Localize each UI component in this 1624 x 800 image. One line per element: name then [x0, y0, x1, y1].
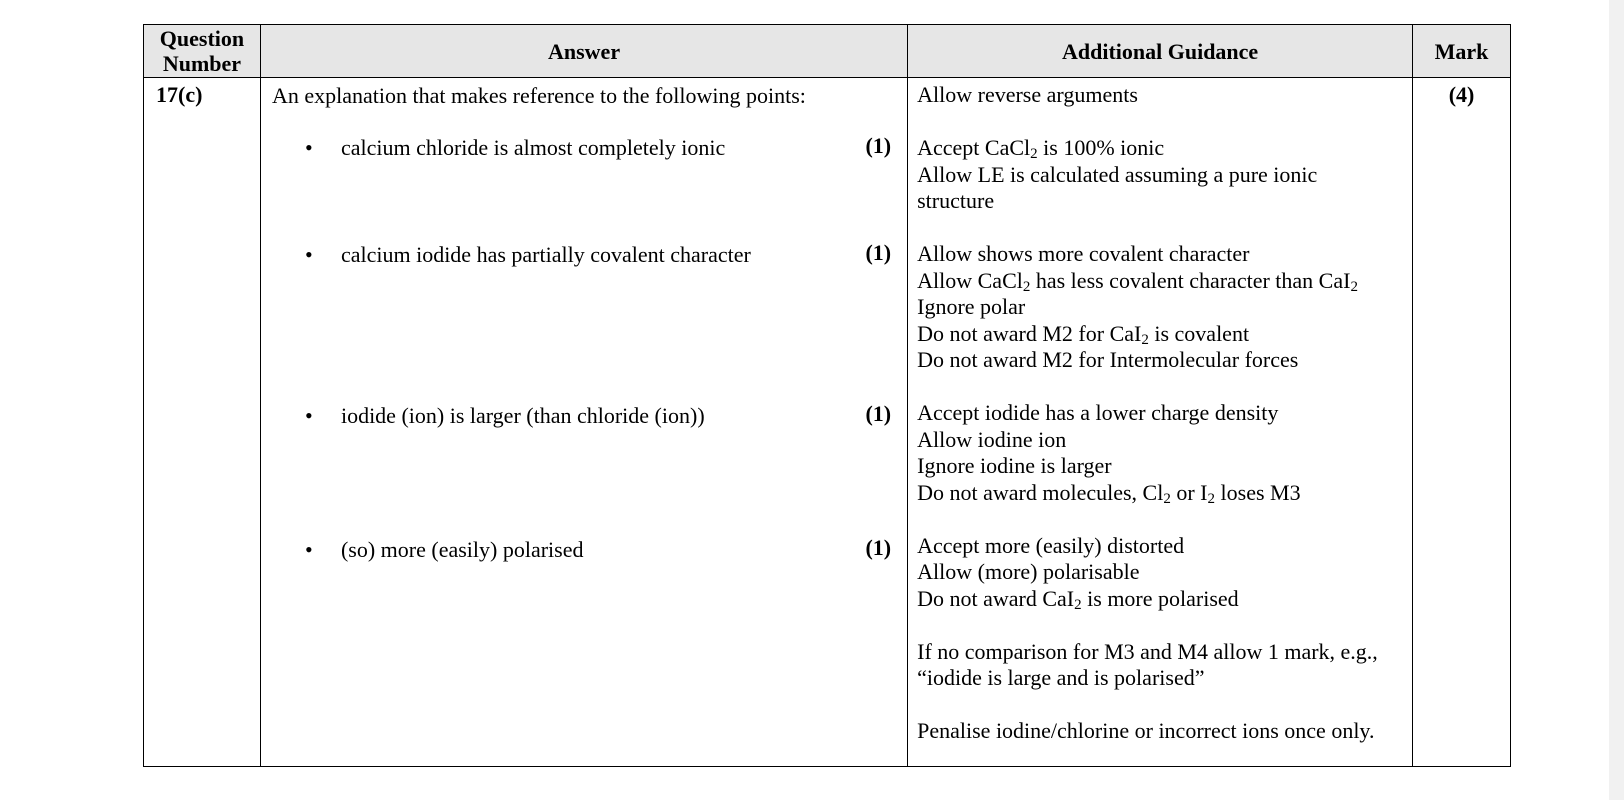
point-mark: (1): [865, 401, 892, 426]
bullet-icon: •: [304, 537, 313, 562]
guidance-line: Allow reverse arguments: [917, 82, 1138, 107]
guidance-line: Accept more (easily) distorted: [917, 532, 1185, 558]
guidance-text: Accept CaCl: [917, 135, 1031, 160]
table-row: [144, 78, 1511, 767]
bullet-icon: •: [304, 135, 313, 160]
answer-cell: [260, 78, 907, 767]
guidance-text: loses M3: [1215, 479, 1301, 505]
subscript: 2: [1163, 490, 1171, 507]
answer-point-text: (so) more (easily) polarised: [340, 537, 584, 562]
guidance-line: [917, 321, 1406, 348]
subscript: 2: [1350, 278, 1358, 295]
guidance-text: Do not award CaI: [917, 585, 1075, 611]
guidance-line: Allow shows more covalent character: [917, 241, 1250, 266]
guidance-line: Accept iodide has a lower charge density: [917, 400, 1279, 425]
answer-intro: An explanation that makes reference to the following points:: [271, 83, 806, 108]
guidance-text: Do not award M2 for CaI: [917, 320, 1142, 346]
subscript: 2: [1022, 278, 1031, 295]
guidance-line: [917, 135, 1406, 162]
guidance-line: structure: [917, 188, 995, 213]
point-mark: (1): [865, 240, 892, 265]
guidance-block: [917, 639, 1406, 692]
total-mark-cell: (4): [1413, 78, 1511, 767]
guidance-line: Penalise iodine/chlorine or incorrect ions once only.: [917, 718, 1375, 743]
header-additional-guidance: Additional Guidance: [908, 25, 1413, 78]
guidance-text: Do not award molecules, Cl: [917, 479, 1164, 505]
answer-point-text: iodide (ion) is larger (than chloride (ion)): [340, 403, 705, 428]
guidance-line: [917, 268, 1406, 295]
guidance-line: Ignore polar: [917, 294, 1026, 319]
bullet-icon: •: [304, 242, 313, 267]
subscript: 2: [1074, 596, 1082, 613]
point-mark: (1): [865, 535, 892, 560]
bullet-icon: •: [304, 403, 313, 428]
header-row: [144, 25, 1511, 78]
answer-point: [272, 241, 895, 268]
header-question-number: Question Number: [144, 25, 261, 78]
guidance-block: [917, 533, 1406, 613]
answer-point-text: calcium chloride is almost completely ionic: [340, 135, 726, 160]
guidance-block: [917, 718, 1406, 745]
answer-point: [272, 402, 895, 429]
subscript: 2: [1207, 490, 1216, 507]
question-number-cell: 17(c): [144, 78, 261, 767]
subscript: 2: [1141, 331, 1149, 348]
mark-scheme-table: [143, 24, 1511, 767]
subscript: 2: [1030, 146, 1038, 162]
guidance-line: If no comparison for M3 and M4 allow 1 mark, e.g.,: [917, 638, 1378, 664]
answer-point: [272, 134, 895, 161]
guidance-text: has less covalent character than CaI: [1030, 267, 1351, 293]
guidance-line: [917, 480, 1406, 507]
vertical-scrollbar[interactable]: [1609, 0, 1624, 800]
guidance-line: Allow (more) polarisable: [917, 559, 1140, 584]
guidance-block: [917, 241, 1406, 374]
header-answer: Answer: [260, 25, 907, 78]
guidance-text: or I: [1170, 479, 1208, 505]
answer-point: [272, 536, 895, 563]
guidance-line: Allow LE is calculated assuming a pure ionic: [917, 161, 1318, 187]
guidance-text: is 100% ionic: [1037, 135, 1165, 160]
guidance-text: is more polarised: [1081, 585, 1239, 611]
guidance-line: [917, 586, 1406, 613]
guidance-block: [917, 400, 1406, 506]
guidance-block: [917, 135, 1406, 215]
guidance-line: “iodide is large and is polarised”: [917, 665, 1205, 690]
guidance-cell: [908, 78, 1413, 767]
point-mark: (1): [865, 133, 892, 158]
guidance-line: Do not award M2 for Intermolecular forces: [917, 347, 1299, 372]
guidance-block: [917, 82, 1406, 109]
answer-point-text: calcium iodide has partially covalent character: [340, 242, 751, 267]
header-mark: Mark: [1413, 25, 1511, 78]
guidance-text: Allow CaCl: [917, 267, 1023, 293]
guidance-line: Allow iodine ion: [917, 426, 1067, 452]
guidance-line: Ignore iodine is larger: [917, 453, 1112, 478]
guidance-text: is covalent: [1148, 320, 1250, 346]
